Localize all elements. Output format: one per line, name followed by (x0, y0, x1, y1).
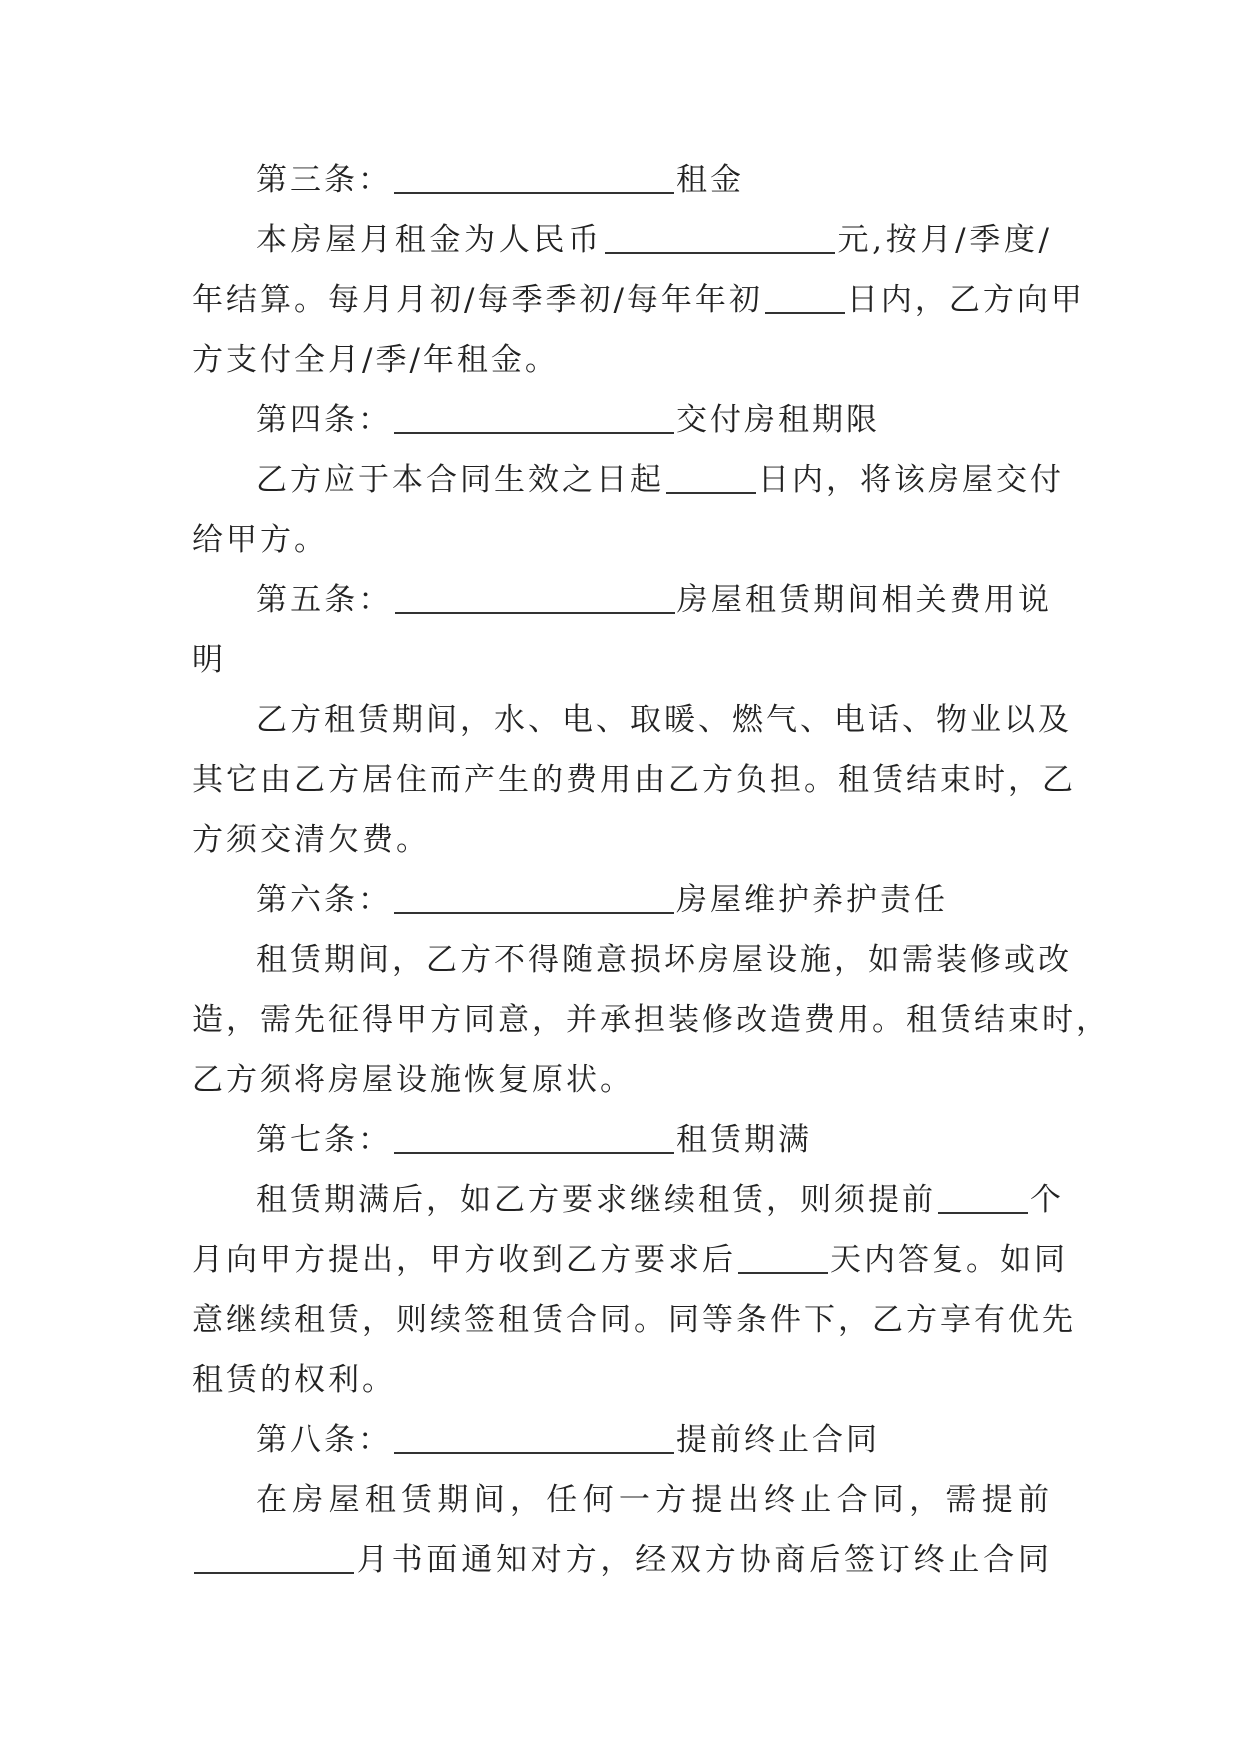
line-text: 本房屋月租金为人民币 (256, 222, 603, 258)
line-text: 房屋维护养护责任 (676, 882, 948, 918)
contract-line-5 (192, 390, 1052, 450)
contract-line-24 (192, 1530, 1052, 1590)
line-text: 乙方应于本合同生效之日起 (256, 462, 664, 498)
contract-line-11 (192, 750, 1076, 810)
contract-line-3 (192, 270, 1085, 330)
contract-line-18 (192, 1170, 1064, 1230)
contract-line-1 (192, 150, 1052, 210)
line-text: 第六条： (256, 882, 392, 918)
fill-in-blank[interactable] (394, 1418, 674, 1454)
line-text: 日内，乙方向甲 (846, 282, 1085, 318)
fill-in-blank[interactable] (605, 218, 835, 254)
contract-line-6 (192, 450, 1064, 510)
contract-line-14 (192, 930, 1072, 990)
line-text: 提前终止合同 (676, 1422, 880, 1458)
fill-in-blank[interactable] (395, 578, 675, 614)
fill-in-blank[interactable] (394, 398, 674, 434)
contract-line-19 (192, 1230, 1068, 1290)
line-text: 造，需先征得甲方同意，并承担装修改造费用。租赁结束时， (192, 1002, 1110, 1038)
line-text: 在房屋租赁期间，任何一方提出终止合同，需提前 (256, 1482, 1052, 1518)
line-text: 第五条： (256, 582, 393, 618)
contract-line-23 (192, 1470, 1052, 1530)
fill-in-blank[interactable] (738, 1238, 828, 1274)
line-text: 租赁期满 (676, 1122, 812, 1158)
line-text: 月向甲方提出，甲方收到乙方要求后 (192, 1242, 736, 1278)
line-text: 意继续租赁，则续签租赁合同。同等条件下，乙方享有优先 (192, 1302, 1076, 1338)
line-text: 给甲方。 (192, 522, 328, 558)
line-text: 个 (1030, 1182, 1064, 1218)
line-text: 乙方租赁期间，水、电、取暖、燃气、电话、物业以及 (256, 702, 1072, 738)
line-text: 天内答复。如同 (830, 1242, 1068, 1278)
contract-line-7 (192, 510, 1052, 570)
line-text: 月书面通知对方，经双方协商后签订终止合同 (356, 1542, 1052, 1578)
contract-line-22 (192, 1410, 1052, 1470)
line-text: 第八条： (256, 1422, 392, 1458)
contract-line-15 (192, 990, 1110, 1050)
contract-line-2 (192, 210, 1052, 270)
contract-line-8 (192, 570, 1052, 630)
fill-in-blank[interactable] (394, 1118, 674, 1154)
contract-line-10 (192, 690, 1072, 750)
contract-page (192, 150, 1110, 1590)
contract-line-9 (192, 630, 1052, 690)
fill-in-blank[interactable] (765, 278, 845, 314)
contract-line-4 (192, 330, 1052, 390)
fill-in-blank[interactable] (394, 158, 674, 194)
line-text: 日内，将该房屋交付 (758, 462, 1064, 498)
contract-line-21 (192, 1350, 1052, 1410)
fill-in-blank[interactable] (394, 878, 674, 914)
line-text: 第四条： (256, 402, 392, 438)
line-text: 租赁期满后，如乙方要求继续租赁，则须提前 (256, 1182, 936, 1218)
line-text: 租金 (676, 162, 744, 198)
contract-line-20 (192, 1290, 1076, 1350)
line-text: 租赁的权利。 (192, 1362, 396, 1398)
contract-line-12 (192, 810, 1052, 870)
line-text: 年结算。每月月初/每季季初/每年年初 (192, 282, 763, 318)
fill-in-blank[interactable] (666, 458, 756, 494)
line-text: 乙方须将房屋设施恢复原状。 (192, 1062, 634, 1098)
line-text: 租赁期间，乙方不得随意损坏房屋设施，如需装修或改 (256, 942, 1072, 978)
line-text: 交付房租期限 (676, 402, 880, 438)
contract-line-16 (192, 1050, 1052, 1110)
line-text: 明 (192, 642, 226, 678)
contract-line-17 (192, 1110, 1052, 1170)
line-text: 元,按月/季度/ (836, 222, 1052, 258)
fill-in-blank[interactable] (194, 1538, 354, 1574)
line-text: 其它由乙方居住而产生的费用由乙方负担。租赁结束时，乙 (192, 762, 1076, 798)
line-text: 第七条： (256, 1122, 392, 1158)
line-text: 方支付全月/季/年租金。 (192, 342, 559, 378)
line-text: 方须交清欠费。 (192, 822, 430, 858)
fill-in-blank[interactable] (938, 1178, 1028, 1214)
contract-line-13 (192, 870, 1052, 930)
line-text: 第三条： (256, 162, 392, 198)
line-text: 房屋租赁期间相关费用说 (676, 582, 1053, 618)
